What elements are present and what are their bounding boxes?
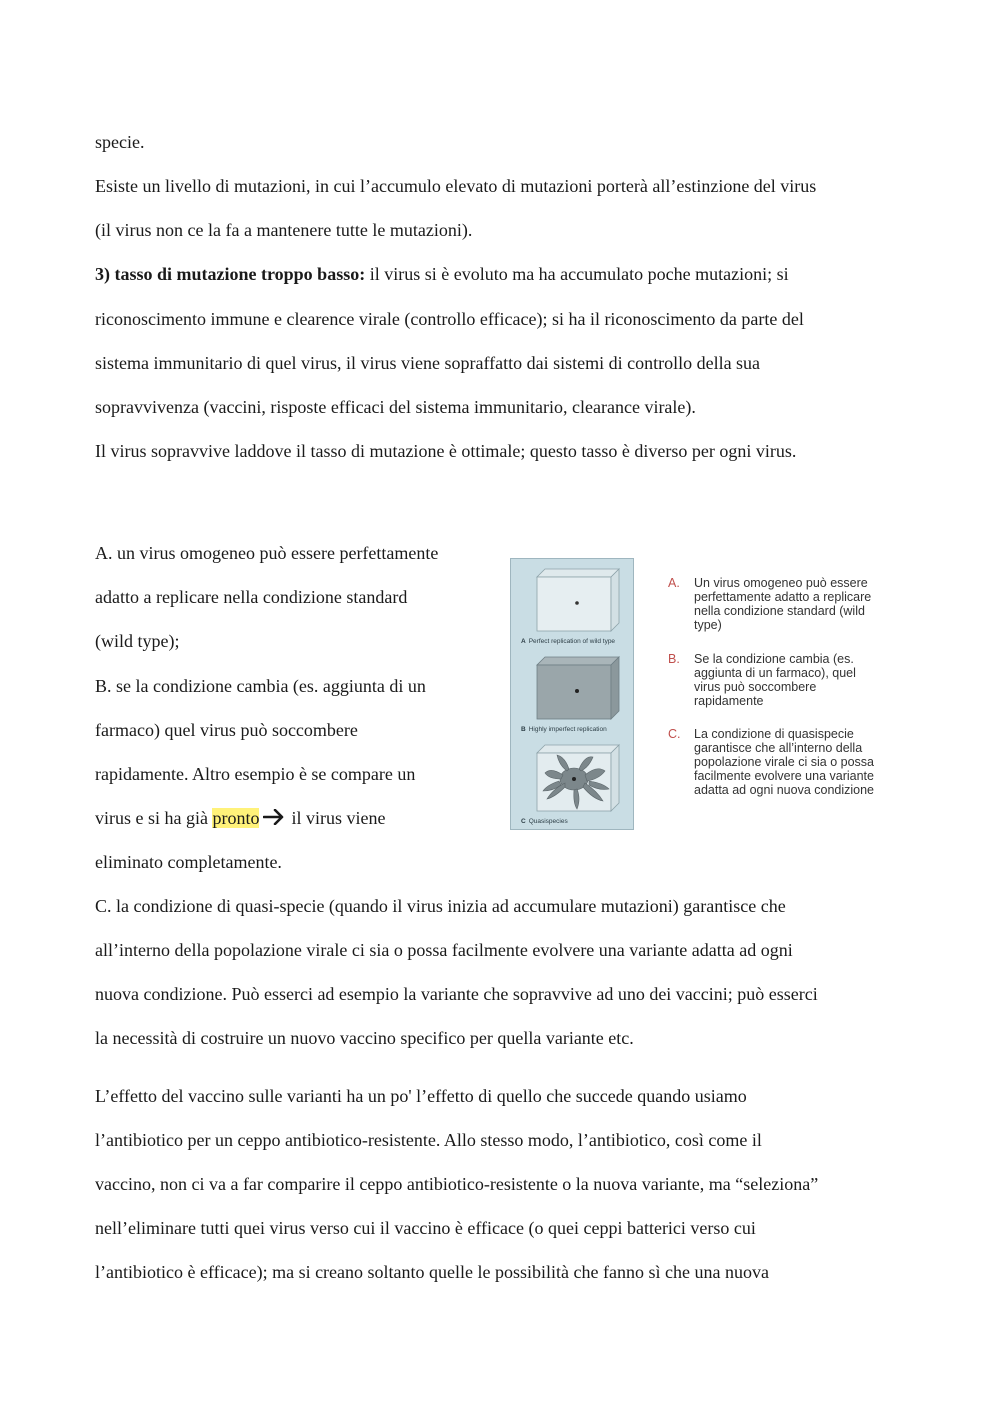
quasispecies-figure bbox=[510, 558, 634, 830]
panel-letter: A bbox=[521, 638, 526, 645]
paragraph-line: nell’eliminare tutti quei virus verso cui il vaccino è efficace (o quei ceppi batterici verso cui bbox=[95, 1218, 756, 1238]
legend-line: aggiunta di un farmaco), quel bbox=[694, 666, 856, 680]
paragraph-line: sopravvivenza (vaccini, risposte efficaci del sistema immunitario, clearance virale). bbox=[95, 397, 696, 417]
paragraph-line: C. la condizione di quasi‑specie (quando il virus inizia ad accumulare mutazioni) garantisce che bbox=[95, 896, 786, 916]
legend-line: popolazione virale ci sia o possa bbox=[694, 755, 874, 769]
paragraph-line: sistema immunitario di quel virus, il virus viene sopraffatto dai sistemi di controllo della sua bbox=[95, 353, 761, 373]
legend-line: perfettamente adatto a replicare bbox=[694, 590, 872, 604]
paragraph-line: Il virus sopravvive laddove il tasso di mutazione è ottimale; questo tasso è diverso per ogni virus. bbox=[95, 441, 797, 461]
paragraph-line: la necessità di costruire un nuovo vaccino specifico per quella variante etc. bbox=[95, 1028, 634, 1048]
right-arrow-icon bbox=[263, 808, 285, 830]
quasispecies-cloud-illustration bbox=[519, 739, 627, 815]
column-line: adatto a replicare nella condizione standard bbox=[95, 587, 408, 607]
legend-line: virus può soccombere bbox=[694, 680, 817, 694]
column-line: farmaco) quel virus può soccombere bbox=[95, 720, 358, 740]
legend-letter: C. bbox=[668, 727, 681, 741]
panel-c bbox=[519, 739, 627, 829]
panel-letter: B bbox=[521, 726, 526, 733]
paragraph-line: all’interno della popolazione virale ci sia o possa facilmente evolvere una variante adatta ad ogni bbox=[95, 940, 793, 960]
panel-letter: C bbox=[521, 818, 526, 825]
legend-line: type) bbox=[694, 618, 722, 632]
paragraph-line bbox=[95, 263, 789, 285]
legend-line: nella condizione standard (wild bbox=[694, 604, 865, 618]
paragraph-line: (il virus non ce la fa a mantenere tutte le mutazioni). bbox=[95, 220, 473, 240]
section-heading: 3) tasso di mutazione troppo basso: bbox=[95, 264, 366, 284]
column-line: A. un virus omogeneo può essere perfettamente bbox=[95, 543, 439, 563]
legend-line: La condizione di quasispecie bbox=[694, 727, 854, 741]
panel-caption: Perfect replication of wild type bbox=[528, 638, 616, 645]
legend-line: Se la condizione cambia (es. bbox=[694, 652, 854, 666]
column-line: eliminato completamente. bbox=[95, 852, 282, 872]
legend-line: facilmente evolvere una variante bbox=[694, 769, 874, 783]
paragraph-line: riconoscimento immune e clearence virale (controllo efficace); si ha il riconoscimento da parte del bbox=[95, 309, 804, 329]
panel-b bbox=[519, 651, 627, 731]
panel-caption: Highly imperfect replication bbox=[528, 726, 607, 733]
legend-line: garantisce che all’interno della bbox=[694, 741, 863, 755]
column-line: B. se la condizione cambia (es. aggiunta di un bbox=[95, 676, 426, 696]
highlighted-word: pronto bbox=[212, 808, 260, 828]
column-line bbox=[95, 807, 385, 830]
paragraph-line: specie. bbox=[95, 132, 145, 152]
cube-imperfect-illustration bbox=[519, 651, 627, 721]
column-line: rapidamente. Altro esempio è se compare un bbox=[95, 764, 416, 784]
paragraph-line: nuova condizione. Può esserci ad esempio la variante che sopravvive ad uno dei vaccini; può esserci bbox=[95, 984, 818, 1004]
panel-caption: Quasispecies bbox=[528, 818, 568, 825]
legend-letter: A. bbox=[668, 576, 680, 590]
column-text: virus e si ha già bbox=[95, 808, 213, 828]
paragraph-line: Esiste un livello di mutazioni, in cui l’accumulo elevato di mutazioni porterà all’estinzione del virus bbox=[95, 176, 817, 196]
legend-line: Un virus omogeneo può essere bbox=[694, 576, 868, 590]
legend-line: adatta ad ogni nuova condizione bbox=[694, 783, 875, 797]
paragraph-line: l’antibiotico per un ceppo antibiotico‑resistente. Allo stesso modo, l’antibiotico, così come il bbox=[95, 1130, 762, 1150]
paragraph-line: L’effetto del vaccino sulle varianti ha un po' l’effetto di quello che succede quando usiamo bbox=[95, 1086, 747, 1106]
column-text: il virus viene bbox=[291, 808, 386, 828]
paragraph-text: il virus si è evoluto ma ha accumulato poche mutazioni; si bbox=[365, 264, 789, 284]
paragraph-line: vaccino, non ci va a far comparire il ceppo antibiotico‑resistente o la nuova variante, ma “seleziona” bbox=[95, 1174, 819, 1194]
column-line: (wild type); bbox=[95, 631, 180, 651]
legend-line: rapidamente bbox=[694, 694, 764, 708]
legend-letter: B. bbox=[668, 652, 680, 666]
paragraph-line: l’antibiotico è efficace); ma si creano soltanto quelle le possibilità che fanno sì che una nuova bbox=[95, 1262, 769, 1282]
cube-wild-type-illustration bbox=[519, 563, 627, 633]
panel-a bbox=[519, 563, 627, 643]
